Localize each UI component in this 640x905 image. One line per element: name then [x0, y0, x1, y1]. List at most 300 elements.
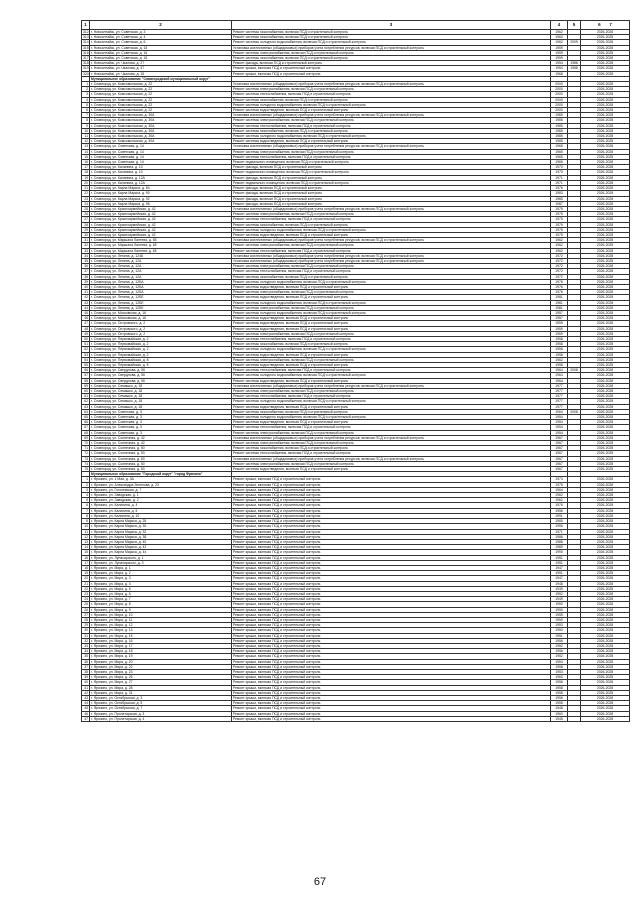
row-number: 63 — [82, 404, 90, 409]
work-type-cell: Ремонт крыши, включая ПСД и строительный контроль — [232, 643, 551, 648]
document-page — [81, 20, 629, 722]
row-number: 30 — [82, 628, 90, 633]
address-cell: г. Славгород, ул. Первомайская, д. 2 — [90, 352, 232, 357]
work-type-cell: Ремонт системы водоотведения, включая ПСД и строительный контроль — [232, 295, 551, 300]
build-year-cell: 1976 — [551, 284, 568, 289]
row-number: 23 — [82, 591, 90, 596]
planned-period-cell: 2026-2028 — [581, 102, 630, 107]
planned-period-cell: 2026-2028 — [581, 118, 630, 123]
planned-period-cell: 2026-2028 — [581, 680, 630, 685]
address-cell: г. Фрязино, ул. Калинина, д. 5 — [90, 508, 232, 513]
work-type-cell: Ремонт системы холодного водоснабжения, включая ПСД и строительный контроль — [232, 415, 551, 420]
row-number: 39 — [82, 675, 90, 680]
planned-period-cell: 2026-2028 — [581, 415, 630, 420]
row-number: 35 — [82, 258, 90, 263]
address-cell: г. Славгород, ул. Советская, д. 14 — [90, 149, 232, 154]
work-type-cell: Ремонт системы электроснабжения, включая ПСД и строительный контроль — [232, 461, 551, 466]
work-type-cell: Ремонт системы водоотведения, включая ПСД и строительный контроль — [232, 321, 551, 326]
row-number: 28 — [82, 222, 90, 227]
row-number: 61 — [82, 394, 90, 399]
planned-period-cell: 2026-2028 — [581, 675, 630, 680]
work-type-cell: Ремонт крыши, включая ПСД и строительный контроль — [232, 519, 551, 524]
row-number: 71 — [82, 446, 90, 451]
work-type-cell: Ремонт крыши, включая ПСД и строительный контроль — [232, 477, 551, 482]
planned-period-cell: 2026-2028 — [581, 66, 630, 71]
planned-period-cell: 2026-2028 — [581, 128, 630, 133]
build-year-cell: 1965 — [551, 144, 568, 149]
build-year-cell: 1962 — [551, 493, 568, 498]
row-number: 24 — [82, 201, 90, 206]
work-type-cell: Ремонт крыши, включая ПСД и строительный контроль — [232, 706, 551, 711]
build-year-cell: 1960 — [551, 35, 568, 40]
address-cell: г. Фрязино, ул. Мира, д. 7 — [90, 597, 232, 602]
row-number: 52 — [82, 347, 90, 352]
row-number: 21 — [82, 186, 90, 191]
address-cell: г. Фрязино, ул. Луначарского, д. 1 — [90, 555, 232, 560]
planned-period-cell: 2026-2028 — [581, 633, 630, 638]
planned-period-cell: 2026-2028 — [581, 581, 630, 586]
row-number: 47 — [82, 716, 90, 721]
address-cell: г. Славгород, ул. Солнечная, д. 50 — [90, 461, 232, 466]
work-type-cell: Ремонт системы теплоснабжения, включая ПСД и строительный контроль — [232, 425, 551, 430]
build-year-cell: 1971 — [551, 529, 568, 534]
row-number: 64 — [82, 409, 90, 414]
row-number: 58 — [82, 378, 90, 383]
work-type-cell: Ремонт фасада, включая ПСД и строительный контроль — [232, 61, 551, 66]
build-year-cell: 1989 — [551, 545, 568, 550]
row-number: 34 — [82, 253, 90, 258]
row-number: 56 — [82, 368, 90, 373]
work-type-cell: Ремонт крыши, включая ПСД и строительный контроль — [232, 649, 551, 654]
row-number: 45 — [82, 310, 90, 315]
planned-period-cell: 2026-2028 — [581, 71, 630, 76]
address-cell: г. Новоалтайск, ул. Советская, д. 18 — [90, 56, 232, 61]
build-year-cell: 1972 — [551, 253, 568, 258]
row-number: 9 — [82, 123, 90, 128]
work-type-cell: Ремонт системы холодного водоснабжения, включая ПСД и строительный контроль — [232, 310, 551, 315]
row-number: 1 — [82, 82, 90, 87]
build-year-cell: 1956 — [551, 508, 568, 513]
planned-period-cell: 2026-2028 — [581, 409, 630, 414]
build-year-cell: 1977 — [551, 389, 568, 394]
work-type-cell: Ремонт крыши, включая ПСД и строительный контроль — [232, 628, 551, 633]
row-number: 34 — [82, 649, 90, 654]
work-type-cell: Ремонт системы теплоснабжения, включая ПСД и строительный контроль — [232, 154, 551, 159]
planned-period-cell: 2026-2028 — [581, 649, 630, 654]
planned-period-cell: 2026-2028 — [581, 560, 630, 565]
planned-period-cell: 2026-2028 — [581, 238, 630, 243]
row-number: 21 — [82, 581, 90, 586]
address-cell: г. Фрязино, ул. Гоголевская, д. 7 — [90, 487, 232, 492]
build-year-cell: 1981 — [551, 295, 568, 300]
planned-period-cell: 2026-2028 — [581, 394, 630, 399]
address-cell: г. Славгород, ул. Советская, д. 3 — [90, 415, 232, 420]
planned-period-cell: 2026-2028 — [581, 212, 630, 217]
address-cell: г. Фрязино, ул. Мира, д. 17 — [90, 643, 232, 648]
row-number: 28 — [82, 617, 90, 622]
row-number: 65 — [82, 415, 90, 420]
work-type-cell: Ремонт системы водоотведения, включая ПСД и строительный контроль — [232, 378, 551, 383]
address-cell: г. Славгород, ул. Солнечная, д. 42 — [90, 435, 232, 440]
address-cell: г. Фрязино, ул. Мира, д. 18 — [90, 649, 232, 654]
build-year-cell: 1985 — [551, 123, 568, 128]
work-type-cell: Ремонт крыши, включая ПСД и строительный контроль — [232, 716, 551, 721]
build-year-cell: 1976 — [551, 186, 568, 191]
planned-period-cell: 2026-2028 — [581, 638, 630, 643]
address-cell: г. Славгород, ул. Ленина, д. 12БА — [90, 290, 232, 295]
build-year-cell: 1970 — [551, 170, 568, 175]
build-year-cell: 1958 — [551, 664, 568, 669]
work-type-cell: Установка коллективных (общедомовых) приборов учета потребления ресурсов, включая ПСД и строительный контроль — [232, 253, 551, 258]
build-year-cell: 1950 — [551, 607, 568, 612]
work-type-cell: Ремонт фасада, включая ПСД и строительный контроль — [232, 165, 551, 170]
work-type-cell: Ремонт системы холодного водоснабжения, включая ПСД и строительный контроль — [232, 399, 551, 404]
planned-period-cell: 2026-2028 — [581, 435, 630, 440]
planned-period-cell: 2026-2028 — [581, 529, 630, 534]
build-year-cell: 1962 — [551, 357, 568, 362]
planned-period-cell: 2026-2028 — [581, 352, 630, 357]
address-cell: г. Славгород, ул. Первомайская, д. 8 — [90, 357, 232, 362]
planned-period-cell: 2026-2028 — [581, 154, 630, 159]
build-year-cell: 1954 — [551, 430, 568, 435]
build-year-cell: 1975 — [551, 206, 568, 211]
address-cell: г. Фрязино, ул. Мира, д. 27 — [90, 680, 232, 685]
row-number: 13 — [82, 144, 90, 149]
build-year-cell: 1952 — [551, 591, 568, 596]
build-year-cell: 1962 — [551, 498, 568, 503]
address-cell: г. Фрязино, ул. Карла Маркса, д. 44 — [90, 550, 232, 555]
row-number: 36 — [82, 264, 90, 269]
build-year-cell: 2000 — [551, 97, 568, 102]
work-type-cell: Ремонт крыши, включая ПСД и строительный контроль — [232, 675, 551, 680]
row-number: 41 — [82, 290, 90, 295]
build-year-cell: 1956 — [551, 696, 568, 701]
work-type-cell: Установка коллективных (общедомовых) приборов учета потребления ресурсов, включая ПСД и строительный контроль — [232, 238, 551, 243]
build-year-cell: 1958 — [551, 352, 568, 357]
row-number: 62 — [82, 399, 90, 404]
build-year-cell: 1964 — [551, 409, 568, 414]
address-cell: г. Славгород, ул. Комсомольская, д. 22 — [90, 97, 232, 102]
row-number: 20 — [82, 180, 90, 185]
work-type-cell: Ремонт крыши, включая ПСД и строительный контроль — [232, 690, 551, 695]
work-type-cell: Ремонт крыши, включая ПСД и строительный контроль — [232, 482, 551, 487]
row-number: 41 — [82, 685, 90, 690]
address-cell: г. Славгород, ул. Советская, д. 3 — [90, 409, 232, 414]
planned-period-cell: 2026-2028 — [581, 331, 630, 336]
planned-period-cell: 2026-2028 — [581, 160, 630, 165]
address-cell: г. Новоалтайск, ул. Чкалова, д. 27 — [90, 61, 232, 66]
work-type-cell: Ремонт системы водоотведения, включая ПСД и строительный контроль — [232, 232, 551, 237]
address-cell: г. Славгород, ул. Солнечная, д. 50 — [90, 446, 232, 451]
address-cell: г. Фрязино, ул. Мира, д. 4 — [90, 581, 232, 586]
work-type-cell: Ремонт крыши, включая ПСД и строительный контроль — [232, 487, 551, 492]
address-cell: г. Славгород, ул. Ленина, д. 12БЕ — [90, 295, 232, 300]
planned-period-cell: 2026-2028 — [581, 253, 630, 258]
row-number: 317 — [83, 56, 89, 61]
planned-period-cell: 2026-2028 — [581, 170, 630, 175]
page-number: 67 — [313, 876, 327, 888]
build-year-cell: 1956 — [551, 680, 568, 685]
work-type-cell: Ремонт крыши, включая ПСД и строительный контроль — [232, 545, 551, 550]
work-type-cell: Ремонт крыши, включая ПСД и строительный контроль — [232, 565, 551, 570]
planned-period-cell: 2026-2028 — [581, 446, 630, 451]
work-type-cell: Ремонт крыши, включая ПСД и строительный контроль — [232, 696, 551, 701]
work-type-cell: Ремонт крыши, включая ПСД и строительный контроль — [232, 560, 551, 565]
address-cell: г. Фрязино, ул. Мира, д. 1 — [90, 565, 232, 570]
work-type-cell: Установка коллективных (общедомовых) приборов учета потребления ресурсов, включая ПСД и строительный контроль — [232, 456, 551, 461]
build-year-cell: 1977 — [551, 399, 568, 404]
row-number: 7 — [82, 113, 90, 118]
work-type-cell: Установка коллективных (общедомовых) приборов учета потребления ресурсов, включая ПСД и строительный контроль — [232, 435, 551, 440]
work-type-cell: Установка коллективных (общедомовых) приборов учета потребления ресурсов, включая ПСД и строительный контроль — [232, 82, 551, 87]
build-year-cell: 1947 — [551, 576, 568, 581]
row-number: 37 — [82, 664, 90, 669]
address-cell: г. Славгород, ул. Ленина, д. 12БА — [90, 284, 232, 289]
address-cell: г. Славгород, ул. Красноармейская, д. 42 — [90, 217, 232, 222]
work-type-cell: Ремонт системы электроснабжения, включая ПСД и строительный контроль — [232, 243, 551, 248]
build-year-cell: 1965 — [551, 160, 568, 165]
row-number: 55 — [82, 363, 90, 368]
address-cell: г. Фрязино, ул. Мира, д. 6 — [90, 591, 232, 596]
address-cell: г. Славгород, ул. Советская, д. 3 — [90, 420, 232, 425]
address-cell: г. Фрязино, ул. Карла Маркса, д. 25 — [90, 519, 232, 524]
work-type-cell: Ремонт системы газоснабжения, включая ПСД и строительный контроль — [232, 128, 551, 133]
planned-period-cell: 2026-2028 — [581, 175, 630, 180]
address-cell: г. Славгород, ул. Комсомольская, д. 22 — [90, 108, 232, 113]
address-cell: г. Славгород, ул. Комсомольская, д. 22 — [90, 87, 232, 92]
planned-period-cell: 2026-2028 — [581, 487, 630, 492]
address-cell: г. Славгород, ул. Карла Маркса, д. 92 — [90, 196, 232, 201]
row-number: 8 — [82, 513, 90, 518]
address-cell: г. Фрязино, ул. Калинина, д. 4 — [90, 503, 232, 508]
row-number: 5 — [82, 102, 90, 107]
build-year-cell: 1967 — [551, 461, 568, 466]
build-year-cell: 1985 — [551, 118, 568, 123]
work-type-cell: Ремонт крыши, включая ПСД и строительный контроль — [232, 623, 551, 628]
address-cell: г. Славгород, ул. Маршала Лаптева, д. 65 — [90, 248, 232, 253]
work-type-cell: Ремонт системы электроснабжения, включая ПСД и строительный контроль — [232, 149, 551, 154]
build-year-cell: 1975 — [551, 222, 568, 227]
address-cell: г. Фрязино, ул. Карла Маркса, д. 32 — [90, 529, 232, 534]
build-year-cell: 1956 — [551, 649, 568, 654]
build-year-cell: 1954 — [551, 659, 568, 664]
build-year-cell: 1959 — [551, 50, 568, 55]
build-year-cell: 1964 — [551, 368, 568, 373]
planned-period-cell: 2026-2028 — [581, 326, 630, 331]
build-year-cell: 1975 — [551, 212, 568, 217]
build-year-cell: 1967 — [551, 467, 568, 472]
build-year-cell: 1967 — [551, 456, 568, 461]
planned-period-cell: 2026-2028 — [581, 524, 630, 529]
planned-period-cell: 2026-2028 — [581, 206, 630, 211]
row-number: 69 — [82, 435, 90, 440]
row-number: 60 — [82, 389, 90, 394]
address-cell: г. Фрязино, ул. Мира, д. 28 — [90, 685, 232, 690]
build-year-cell: 1951 — [551, 560, 568, 565]
row-number: 50 — [82, 336, 90, 341]
work-type-cell: Ремонт крыши, включая ПСД и строительный контроль — [232, 711, 551, 716]
address-cell: г. Славгород, ул. Комсомольская, д. 30А — [90, 139, 232, 144]
address-cell: г. Фрязино, ул. Мира, д. 3 — [90, 576, 232, 581]
work-type-cell: Ремонт крыши, включая ПСД и строительный контроль — [232, 638, 551, 643]
row-number: 29 — [82, 227, 90, 232]
row-number: 11 — [82, 529, 90, 534]
row-number: 2 — [82, 482, 90, 487]
build-year-cell: 1954 — [551, 415, 568, 420]
build-year-cell: 1975 — [551, 217, 568, 222]
build-year-cell: 1975 — [551, 232, 568, 237]
planned-period-cell: 2026-2028 — [581, 628, 630, 633]
row-number: 46 — [82, 711, 90, 716]
work-type-cell: Ремонт системы холодного водоснабжения, включая ПСД и строительный контроль — [232, 40, 551, 45]
table-body — [82, 21, 630, 722]
build-year-cell: 1954 — [551, 420, 568, 425]
row-number: 6 — [82, 108, 90, 113]
row-number: 29 — [82, 623, 90, 628]
planned-period-cell: 2026-2028 — [581, 607, 630, 612]
row-number: 38 — [82, 274, 90, 279]
row-number: 4 — [82, 97, 90, 102]
address-cell: г. Славгород, ул. Красноармейская, д. 42 — [90, 232, 232, 237]
work-type-cell: Ремонт системы электроснабжения, включая ПСД и строительный контроль — [232, 290, 551, 295]
row-number: 49 — [82, 331, 90, 336]
row-number: 315 — [83, 45, 89, 50]
build-year-cell: 2000 — [551, 82, 568, 87]
planned-period-cell: 2026-2028 — [581, 383, 630, 388]
address-cell: г. Славгород, ул. Советская, д. 3 — [90, 425, 232, 430]
build-year-cell: 2000 — [551, 102, 568, 107]
row-number: 10 — [82, 524, 90, 529]
row-number: 17 — [82, 560, 90, 565]
address-cell: г. Новоалтайск, ул. Советская, д. 15 — [90, 45, 232, 50]
work-type-cell: Ремонт фасада, включая ПСД и строительный контроль — [232, 201, 551, 206]
work-type-cell: Ремонт системы теплоснабжения, включая ПСД и строительный контроль — [232, 123, 551, 128]
planned-period-cell: 2026-2028 — [581, 571, 630, 576]
planned-period-cell: 2026-2028 — [581, 669, 630, 674]
address-cell: Муниципальное образование "Городской округ" "город Фрязино" — [90, 472, 232, 477]
build-year-cell: 1967 — [551, 441, 568, 446]
row-number: 37 — [82, 269, 90, 274]
work-type-cell: Ремонт крыши, включая ПСД и строительный контроль — [232, 576, 551, 581]
row-number: 17 — [82, 165, 90, 170]
work-type-cell: Ремонт системы водоотведения, включая ПСД и строительный контроль — [232, 284, 551, 289]
work-type-cell: Ремонт системы теплоснабжения, включая ПСД и строительный контроль — [232, 368, 551, 373]
row-number: 54 — [82, 357, 90, 362]
build-year-cell: 1964 — [551, 373, 568, 378]
build-year-cell: 1962 — [551, 40, 568, 45]
work-type-cell: Ремонт системы электроснабжения, включая ПСД и строительный контроль — [232, 331, 551, 336]
row-number: 42 — [82, 690, 90, 695]
work-type-cell: Ремонт системы электроснабжения, включая ПСД и строительный контроль — [232, 389, 551, 394]
planned-period-cell: 2026-2028 — [581, 97, 630, 102]
row-number: 19 — [82, 175, 90, 180]
build-year-cell: 1962 — [551, 248, 568, 253]
address-cell: г. Славгород, ул. Ленина, д. 12БА — [90, 279, 232, 284]
address-cell: г. Новоалтайск, ул. Советская, д. 16 — [90, 50, 232, 55]
planned-period-cell: 2026-2028 — [581, 643, 630, 648]
address-cell: г. Фрязино, ул. Заводская, д. 1 — [90, 493, 232, 498]
header-cell: 5 — [568, 21, 581, 30]
address-cell: Муниципальное образование "Славгородский муниципальный округ" — [90, 76, 232, 81]
row-number: 14 — [82, 149, 90, 154]
work-type-cell: Ремонт системы электроснабжения, включая ПСД и строительный контроль — [232, 118, 551, 123]
address-cell: г. Фрязино, ул. Карла Маркса, д. 40 — [90, 539, 232, 544]
work-type-cell: Ремонт системы газоснабжения, включая ПСД и строительный контроль — [232, 30, 551, 35]
work-type-cell: Ремонт системы водоотведения, включая ПСД и строительный контроль — [232, 108, 551, 113]
planned-period-cell: 2026-2028 — [581, 711, 630, 716]
work-type-cell: Установка коллективных (общедомовых) приборов учета потребления ресурсов, включая ПСД и строительный контроль — [232, 258, 551, 263]
planned-period-cell: 2026-2028 — [581, 716, 630, 721]
address-cell: г. Славгород, ул. Красноармейская, д. 42 — [90, 212, 232, 217]
address-cell: г. Славгород, ул. Солнечная, д. 50 — [90, 467, 232, 472]
planned-period-cell: 2026-2028 — [581, 545, 630, 550]
address-cell: г. Славгород, ул. Ленина, д. 124Б — [90, 253, 232, 258]
address-cell: г. Фрязино, ул. Пролетарская, д. 3 — [90, 711, 232, 716]
address-cell: г. Славгород, ул. Семашко, д. 18 — [90, 399, 232, 404]
build-year-cell: 1952 — [551, 654, 568, 659]
work-type-cell: Ремонт системы газоснабжения, включая ПСД и строительный контроль — [232, 97, 551, 102]
planned-period-cell: 2026-2028 — [581, 701, 630, 706]
address-cell: г. Славгород, ул. Солнечная, д. 50 — [90, 456, 232, 461]
planned-period-cell: 2026-2028 — [581, 482, 630, 487]
planned-period-cell: 2026-2028 — [581, 300, 630, 305]
address-cell: г. Славгород, ул. Комсомольская, д. 30А — [90, 123, 232, 128]
build-year-cell: 1965 — [551, 154, 568, 159]
build-year-cell: 1954 — [551, 66, 568, 71]
row-number: 33 — [82, 643, 90, 648]
row-number: 39 — [82, 279, 90, 284]
address-cell: г. Фрязино, ул. Мира, д. 8 — [90, 602, 232, 607]
work-type-cell: Ремонт крыши, включая ПСД и строительный контроль — [232, 654, 551, 659]
row-number: 6 — [82, 503, 90, 508]
planned-period-cell: 2026-2028 — [581, 45, 630, 50]
planned-period-cell: 2026-2028 — [581, 664, 630, 669]
build-year-cell: 1975 — [551, 482, 568, 487]
address-cell: г. Славгород, ул. Солнечная, д. 42 — [90, 441, 232, 446]
row-number: 27 — [82, 217, 90, 222]
build-year-cell: 1972 — [551, 258, 568, 263]
planned-period-cell: 2026-2028 — [581, 576, 630, 581]
planned-period-cell: 2026-2028 — [581, 310, 630, 315]
work-type-cell: Ремонт крыши, включая ПСД и строительный контроль — [232, 685, 551, 690]
build-year-cell: 1977 — [551, 394, 568, 399]
address-cell: г. Фрязино, ул. Александра Зеленова, д. 23 — [90, 482, 232, 487]
planned-period-cell: 2026-2028 — [581, 269, 630, 274]
work-type-cell: Ремонт крыши, включая ПСД и строительный контроль — [232, 617, 551, 622]
work-type-cell: Ремонт системы электроснабжения, включая ПСД и строительный контроль — [232, 87, 551, 92]
row-number: 16 — [82, 160, 90, 165]
last-repair-year-cell: 2009 — [568, 40, 581, 45]
work-type-cell: Ремонт системы холодного водоснабжения, включая ПСД и строительный контроль — [232, 102, 551, 107]
planned-period-cell: 2026-2028 — [581, 404, 630, 409]
row-number: 68 — [82, 430, 90, 435]
build-year-cell: 1981 — [551, 300, 568, 305]
planned-period-cell: 2026-2028 — [581, 196, 630, 201]
work-type-cell: Ремонт системы водоотведения, включая ПСД и строительный контроль — [232, 420, 551, 425]
address-cell: г. Фрязино, ул. Мира, д. 9 — [90, 607, 232, 612]
work-type-cell: Ремонт системы водоотведения, включая ПСД и строительный контроль — [232, 352, 551, 357]
work-type-cell: Ремонт подвального помещения, включая ПСД и строительный контроль — [232, 170, 551, 175]
row-number: 43 — [82, 696, 90, 701]
build-year-cell: 1988 — [551, 539, 568, 544]
build-year-cell: 1991 — [551, 513, 568, 518]
work-type-cell: Ремонт системы теплоснабжения, включая ПСД и строительный контроль — [232, 248, 551, 253]
planned-period-cell: 2026-2028 — [581, 35, 630, 40]
planned-period-cell: 2026-2028 — [581, 539, 630, 544]
planned-period-cell: 2026-2028 — [581, 222, 630, 227]
planned-period-cell: 2026-2028 — [581, 461, 630, 466]
work-type-cell: Ремонт системы газоснабжения, включая ПСД и строительный контроль — [232, 56, 551, 61]
